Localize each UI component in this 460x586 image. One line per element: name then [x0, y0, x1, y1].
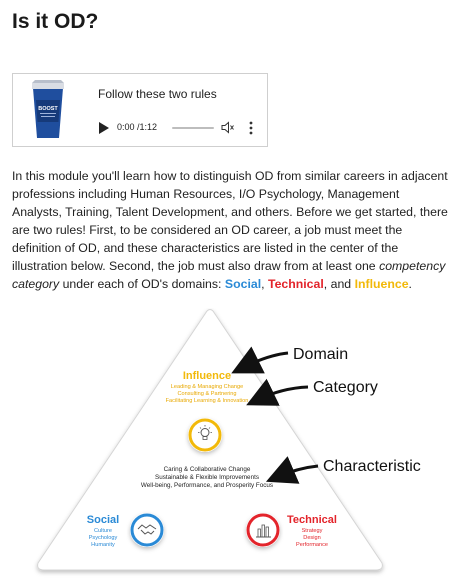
social-item: Culture — [93, 528, 113, 534]
coffee-cup-image — [29, 80, 67, 140]
category-annotation: Category — [313, 379, 378, 396]
influence-item: Leading & Managing Change — [170, 384, 244, 390]
technical-keyword: Technical — [267, 277, 324, 291]
characteristic-item: Caring & Collaborative Change — [163, 466, 251, 473]
intro-text-2: under each of OD's domains: — [59, 277, 225, 291]
social-title: Social — [86, 514, 120, 526]
characteristic-item: Sustainable & Flexible Improvements — [155, 474, 259, 481]
technical-item: Strategy — [301, 528, 323, 534]
influence-item: Facilitating Learning & Innovation — [165, 398, 249, 404]
influence-keyword: Influence — [354, 277, 409, 291]
intro-text: In this module you'll learn how to distinguish OD from similar careers in adjacent professions including Human Resources, I/O Psychology, Management Analysts, Training, Talent Development, and others. Before we get started, there are two rules! First, to be considered an OD career, a job must meet the definition of OD, and these characteristics are listed in the center of the illustration below. Second, the job must also draw from at least one — [12, 169, 448, 273]
more-vert-icon[interactable] — [248, 121, 254, 135]
cup-label: BOOST — [38, 106, 58, 112]
technical-item: Design — [303, 535, 321, 541]
audio-controls — [97, 120, 265, 136]
intro-sep-2: , and — [323, 277, 355, 291]
social-item: Humanity — [91, 542, 115, 548]
technical-title: Technical — [287, 514, 337, 526]
influence-title: Influence — [182, 370, 232, 382]
characteristic-annotation: Characteristic — [323, 458, 421, 475]
od-triangle-svg — [30, 308, 430, 583]
lightbulb-icon — [188, 418, 222, 452]
od-domains-diagram — [30, 308, 430, 583]
bar-chart-icon — [246, 513, 280, 547]
intro-paragraph — [12, 167, 448, 293]
social-keyword: Social — [224, 277, 262, 291]
audio-time: 0:00 /1:12 — [117, 122, 158, 132]
intro-end: . — [408, 277, 412, 291]
social-item: Psychology — [88, 535, 118, 541]
domain-annotation: Domain — [293, 346, 349, 363]
technical-item: Performance — [295, 542, 329, 548]
play-icon[interactable] — [99, 122, 109, 134]
influence-item: Consulting & Partnering — [177, 391, 237, 397]
intro-sep-1: , — [261, 277, 268, 291]
audio-player-card — [12, 73, 268, 147]
audio-progress-bar[interactable] — [172, 127, 214, 129]
characteristic-item: Well-being, Performance, and Prosperity Focus — [140, 482, 274, 489]
volume-icon[interactable] — [221, 121, 235, 134]
audio-title: Follow these two rules — [98, 87, 217, 101]
page-title: Is it OD? — [12, 10, 99, 33]
domain-arrow — [242, 353, 288, 368]
handshake-icon — [130, 513, 164, 547]
intro-emphasis: competency category — [12, 259, 446, 291]
